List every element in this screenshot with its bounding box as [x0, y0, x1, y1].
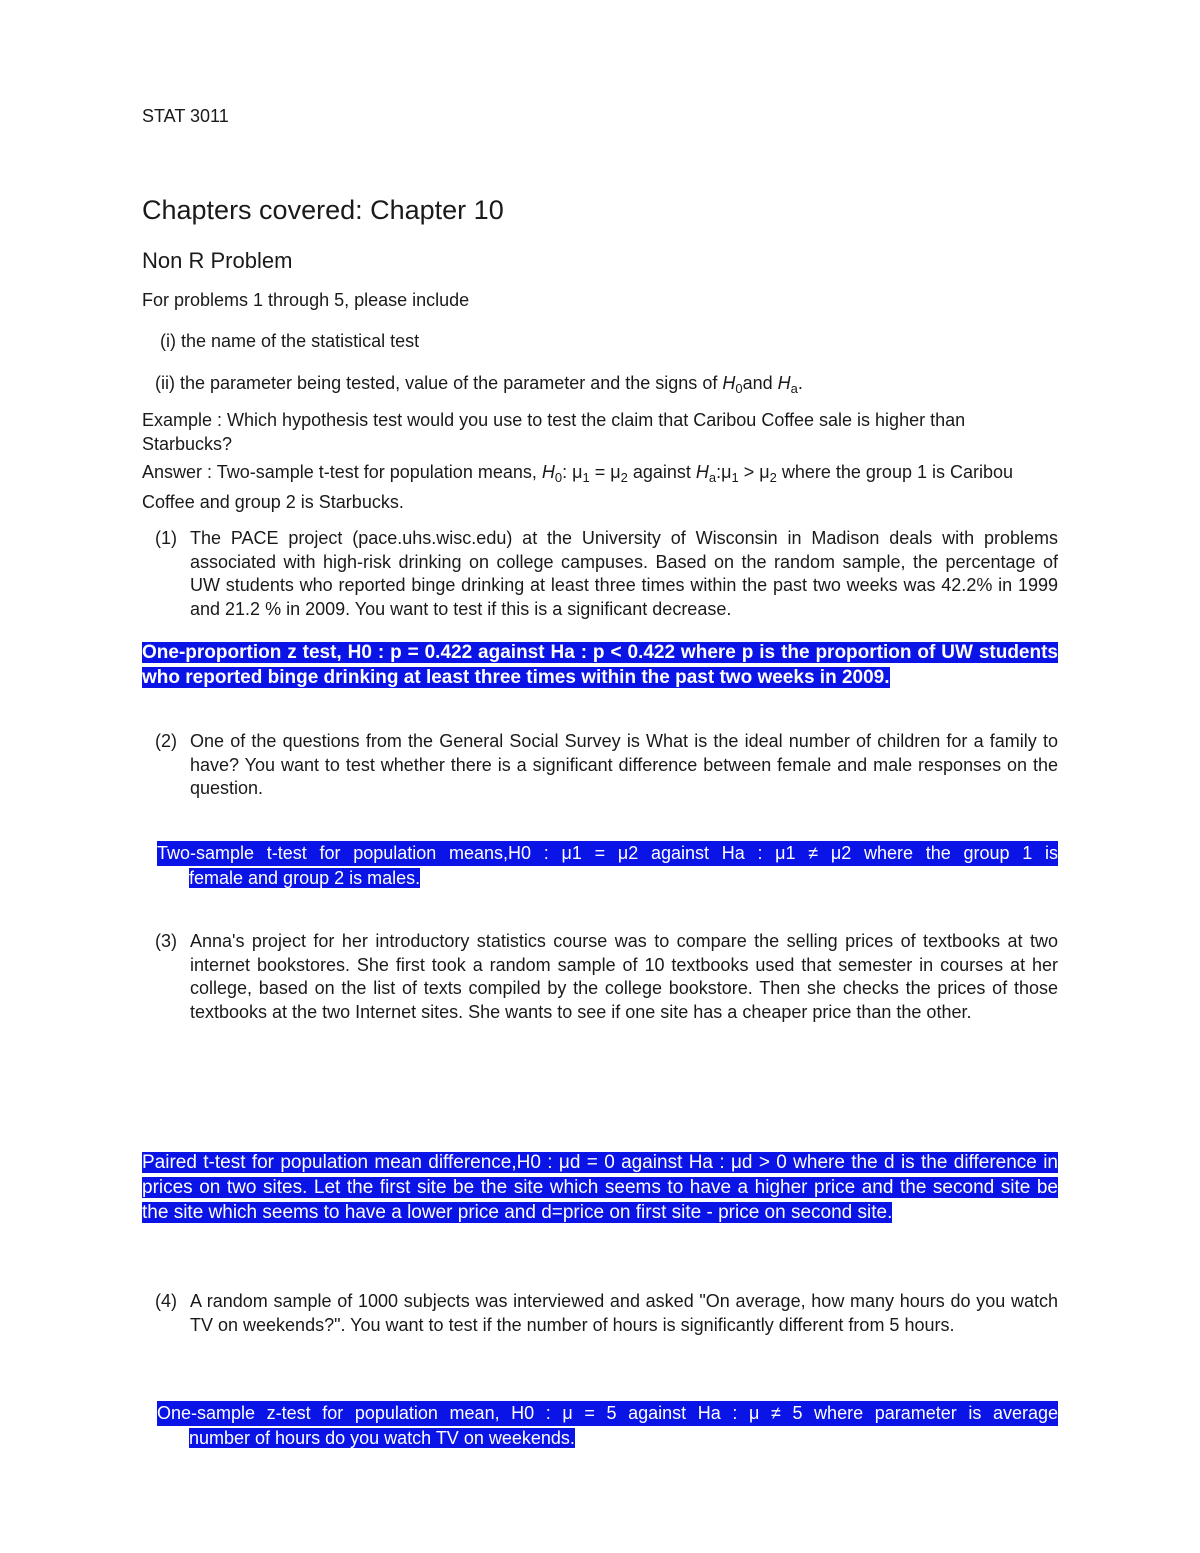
- mu1-subscript: 1: [731, 470, 739, 485]
- mu2-subscript: 2: [769, 470, 777, 485]
- and-text: and: [742, 373, 778, 393]
- answer-label: Answer :: [142, 462, 217, 482]
- answer-4-line-1: One-sample z-test for population mean, H0 : μ = 5 against Ha : μ ≠ 5 where parameter is average: [157, 1401, 1058, 1426]
- greater-than: >: [738, 462, 760, 482]
- h0-subscript: 0: [554, 470, 563, 485]
- question-4: [155, 1290, 1058, 1337]
- mu-symbol: μ: [759, 462, 770, 482]
- answer-4-highlight: [157, 1401, 1058, 1451]
- intro-text: For problems 1 through 5, please include: [142, 290, 470, 310]
- answer-1-highlight: [142, 640, 1058, 690]
- question-number: (4): [155, 1291, 177, 1311]
- question-number: (1): [155, 528, 177, 548]
- ha-subscript: a: [708, 470, 717, 485]
- against-text: against: [627, 462, 696, 482]
- equals: =: [589, 462, 611, 482]
- example-label: Example :: [142, 410, 228, 430]
- answer-1-text: One-proportion z test, H0 : p = 0.422 against Ha : p < 0.422 where p is the proportion of UW students who reported binge drinking at least three times within the past two weeks in 2009.: [142, 642, 1058, 688]
- ha-subscript: a: [790, 381, 798, 396]
- answer-4-line-2-wrap: [157, 1426, 1058, 1451]
- mu-symbol: μ: [610, 462, 621, 482]
- answer-rest: where the group 1 is Caribou Coffee and group 2 is Starbucks.: [142, 462, 1014, 512]
- answer-3-highlight: [142, 1150, 1058, 1225]
- mu-symbol: μ: [572, 462, 583, 482]
- h-symbol: H: [722, 373, 736, 393]
- instruction-item-2: [155, 371, 803, 401]
- example-paragraph: [142, 408, 1058, 456]
- course-code: STAT 3011: [142, 106, 229, 126]
- page-title: Chapters covered: Chapter 10: [142, 195, 504, 225]
- question-2: [155, 730, 1058, 801]
- answer-paragraph: [142, 460, 1058, 514]
- mu2-subscript: 2: [620, 470, 628, 485]
- question-text: One of the questions from the General Social Survey is What is the ideal number of children for a family to have? You want to test whether there is a significant difference between female and male responses on the question.: [190, 731, 1058, 798]
- question-1: [155, 527, 1058, 621]
- question-text: Anna's project for her introductory statistics course was to compare the selling prices of textbooks at two internet bookstores. She first took a random sample of 10 textbooks used that semester in courses at her college, based on the list of texts compiled by the college bookstore. Then she checks the prices of those textbooks at the two Internet sites. She wants to see if one site has a cheaper price than the other.: [190, 931, 1058, 1022]
- instruction-item-2-text: (ii) the parameter being tested, value of the parameter and the signs of: [155, 373, 723, 393]
- section-subtitle: Non R Problem: [142, 248, 293, 273]
- example-text: Which hypothesis test would you use to test the claim that Caribou Coffee sale is higher than Starbucks?: [142, 410, 966, 454]
- answer-4-line-2: number of hours do you watch TV on weekends.: [189, 1428, 575, 1448]
- answer-2-line-1: Two-sample t-test for population means,H0 : μ1 = μ2 against Ha : μ1 ≠ μ2 where the group 1 is: [157, 841, 1058, 866]
- question-text: A random sample of 1000 subjects was interviewed and asked "On average, how many hours do you watch TV on weekends?". You want to test if the number of hours is significantly different from 5 hours.: [190, 1291, 1058, 1335]
- answer-text: Two-sample t-test for population means,: [216, 462, 542, 482]
- question-3: [155, 930, 1058, 1024]
- instruction-item-1: (i) the name of the statistical test: [160, 331, 420, 351]
- colon: :: [716, 462, 722, 482]
- answer-2-line-2: female and group 2 is males.: [189, 868, 421, 888]
- question-number: (3): [155, 931, 177, 951]
- h0-subscript: 0: [735, 381, 743, 396]
- answer-2-highlight: [157, 841, 1058, 891]
- colon: :: [562, 462, 573, 482]
- mu-symbol: μ: [721, 462, 732, 482]
- h-symbol: H: [777, 373, 791, 393]
- question-text: The PACE project (pace.uhs.wisc.edu) at the University of Wisconsin in Madison deals with problems associated with high-risk drinking on college campuses. Based on the random sample, the percentage of UW students who reported binge drinking at least three times within the past two weeks was 42.2% in 1999 and 21.2 % in 2009. You want to test if this is a significant decrease.: [190, 528, 1058, 619]
- answer-3-text: Paired t-test for population mean difference,H0 : μd = 0 against Ha : μd > 0 where the d is the difference in prices on two sites. Let the first site be the site which seems to have a higher price and the second site be the site which seems to have a lower price and d=price on first site - price on second site.: [142, 1152, 1058, 1223]
- h-symbol: H: [695, 462, 709, 482]
- period: .: [797, 373, 803, 393]
- h-symbol: H: [541, 462, 555, 482]
- mu1-subscript: 1: [582, 470, 590, 485]
- answer-2-line-2-wrap: [157, 866, 1058, 891]
- question-number: (2): [155, 731, 177, 751]
